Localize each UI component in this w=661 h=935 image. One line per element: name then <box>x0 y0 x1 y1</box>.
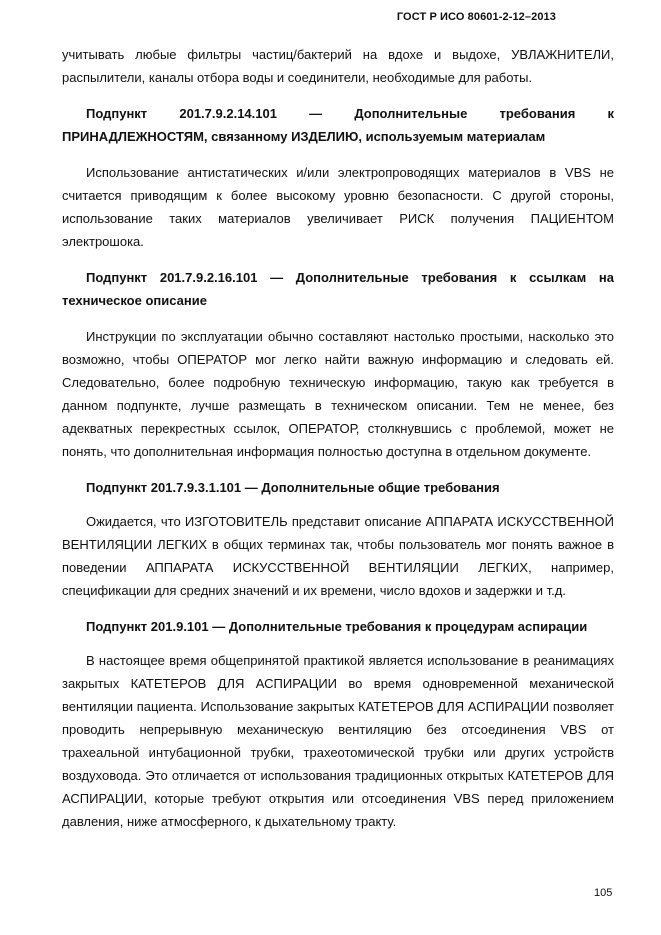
document-body <box>62 43 614 833</box>
paragraph: В настоящее время общепринятой практикой является использование в реанимациях закрытых КАТЕТЕРОВ ДЛЯ АСПИРАЦИИ во время одновременной механической вентиляции пациента. Использование закрытых КАТЕТЕРОВ ДЛЯ АСПИРАЦИИ позволяет проводить непрерывную механическую вентиляцию без отсоединения VBS от трахеальной интубационной трубки, трахеотомической трубки или других устройств воздуховода. Это отличается от использования традиционных открытых КАТЕТЕРОВ ДЛЯ АСПИРАЦИИ, которые требуют открытия или отсоединения VBS перед приложением давления, ниже атмосферного, к дыхательному тракту. <box>62 653 614 829</box>
paragraph-continuation: учитывать любые фильтры частиц/бактерий на вдохе и выдохе, УВЛАЖНИТЕЛИ, распылители, каналы отбора воды и соединители, необходимые для работы. <box>62 47 614 85</box>
page-number: 105 <box>594 887 613 899</box>
subclause-heading: Подпункт 201.7.9.2.14.101 — Дополнительные требования к ПРИНАДЛЕЖНОСТЯМ, связанному ИЗДЕЛИЮ, используемым материалам <box>62 106 614 144</box>
subclause-heading: Подпункт 201.7.9.2.16.101 — Дополнительные требования к ссылкам на техническое описание <box>62 270 614 308</box>
subclause-heading: Подпункт 201.7.9.3.1.101 — Дополнительные общие требования <box>86 480 500 495</box>
document-header: ГОСТ Р ИСО 80601-2-12–2013 <box>396 11 556 23</box>
paragraph: Использование антистатических и/или электропроводящих материалов в VBS не считается приводящим к более высокому уровню безопасности. С другой стороны, использование таких материалов увеличивает РИСК получения ПАЦИЕНТОМ электрошока. <box>62 165 614 249</box>
paragraph: Ожидается, что ИЗГОТОВИТЕЛЬ представит описание АППАРАТА ИСКУССТВЕННОЙ ВЕНТИЛЯЦИИ ЛЕГКИХ в общих терминах так, чтобы пользователь мог понять важное в поведении АППАРАТА ИСКУССТВЕННОЙ ВЕНТИЛЯЦИИ ЛЕГКИХ, например, спецификации для средних значений и их времени, число вдохов и задержки и т.д. <box>62 514 614 598</box>
subclause-heading: Подпункт 201.9.101 — Дополнительные требования к процедурам аспирации <box>86 619 588 634</box>
paragraph: Инструкции по эксплуатации обычно составляют настолько простыми, насколько это возможно, чтобы ОПЕРАТОР мог легко найти важную информацию и следовать ей. Следовательно, более подробную техническую информацию, такую как требуется в данном подпункте, лучше размещать в техническом описании. Тем не менее, без адекватных перекрестных ссылок, ОПЕРАТОР, столкнувшись с проблемой, может не понять, что дополнительная информация полностью доступна в отдельном документе. <box>62 329 614 459</box>
